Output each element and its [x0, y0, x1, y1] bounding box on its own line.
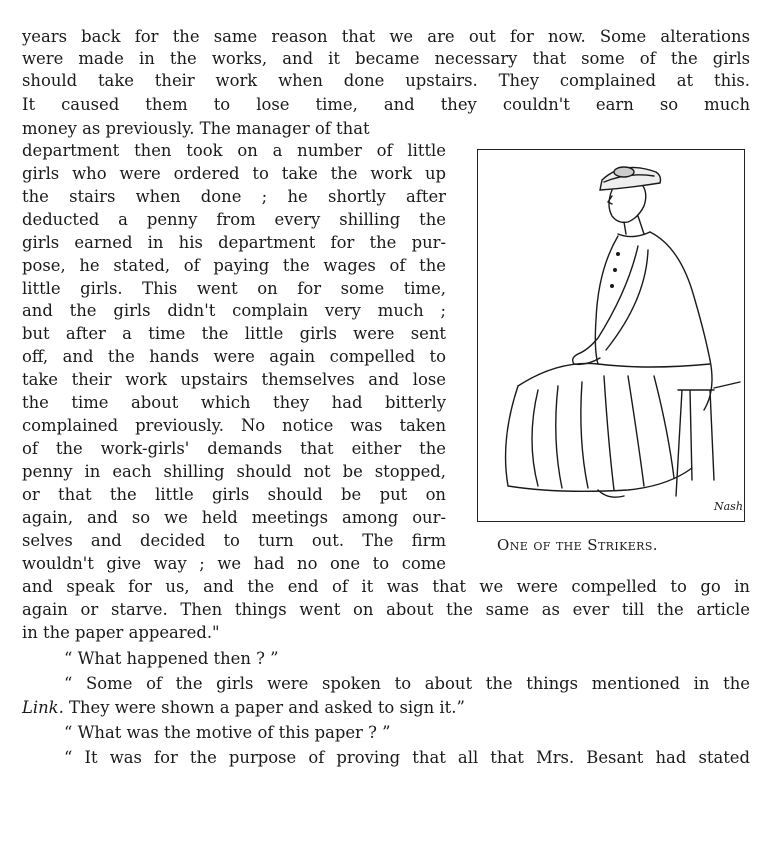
text-line-content: and speak for us, and the end of it was that we were compelled to go in [22, 577, 750, 596]
text-line [22, 576, 750, 598]
text-line-content: were made in the works, and it became necessary that some of the girls [22, 49, 750, 68]
text-line [22, 369, 446, 391]
text-line [22, 232, 446, 254]
text-line-content: department then took on a number of little [22, 141, 446, 160]
striker-illustration [478, 150, 744, 521]
text-line-content: pose, he stated, of paying the wages of the [22, 256, 446, 275]
text-line-content: should take their work when done upstairs. They complained at this. [22, 71, 750, 90]
text-line-content: It caused them to lose time, and they couldn't earn so much [22, 95, 750, 114]
text-line [22, 278, 446, 300]
text-line [22, 70, 750, 92]
text-line-content: “ It was for the purpose of proving that all that Mrs. Besant had stated [64, 748, 750, 767]
text-line [22, 622, 750, 644]
text-line [22, 300, 446, 322]
text-line-content: girls who were ordered to take the work up [22, 164, 446, 183]
text-line [22, 118, 446, 140]
text-line-content: the time about which they had bitterly [22, 393, 446, 412]
text-line-content: or that the little girls should be put on [22, 485, 446, 504]
text-line-content: the stairs when done ; he shortly after [22, 187, 446, 206]
text-line [22, 392, 446, 414]
text-line-content: little girls. This went on for some time, [22, 279, 446, 298]
text-line [22, 140, 446, 162]
text-line [22, 438, 446, 460]
text-line [22, 507, 446, 529]
text-line [22, 530, 446, 552]
text-line-content: penny in each shilling should not be stopped, [22, 462, 446, 481]
text-line-content: deducted a penny from every shilling the [22, 210, 446, 229]
text-line [22, 461, 446, 483]
text-line-content: wouldn't give way ; we had no one to come [22, 554, 446, 573]
text-line-content: again or starve. Then things went on about the same as ever till the article [22, 600, 750, 619]
text-line [22, 48, 750, 70]
text-line [22, 255, 446, 277]
text-line-content: selves and decided to turn out. The firm [22, 531, 446, 550]
text-line [22, 94, 750, 116]
publication-name: Link. [22, 698, 70, 717]
text-line [64, 722, 750, 744]
illustrator-signature: Nash [714, 500, 743, 513]
text-line-content: “ What was the motive of this paper ? ” [64, 723, 391, 742]
text-line-content: in the paper appeared." [22, 623, 220, 642]
text-line [22, 484, 446, 506]
text-line-content: “ Some of the girls were spoken to about the things mentioned in the [64, 674, 750, 693]
text-line-content: years back for the same reason that we are out for now. Some alterations [22, 27, 750, 46]
text-line-content: take their work upstairs themselves and lose [22, 370, 446, 389]
text-line [22, 26, 750, 48]
text-line [22, 415, 446, 437]
text-line-content: money as previously. The manager of that [22, 119, 370, 138]
text-line-content: They were shown a paper and asked to sign it.” [69, 698, 465, 717]
text-line-content: complained previously. No notice was taken [22, 416, 446, 435]
text-line [22, 323, 446, 345]
text-line [22, 163, 446, 185]
text-line [64, 747, 750, 769]
text-line-content: girls earned in his department for the pur- [22, 233, 446, 252]
text-line-content: “ What happened then ? ” [64, 649, 279, 668]
text-line-content: and the girls didn't complain very much ; [22, 301, 446, 320]
text-line-content: again, and so we held meetings among our- [22, 508, 446, 527]
text-line [64, 673, 750, 695]
figure-caption: One of the Strikers. [497, 536, 658, 554]
text-line [22, 553, 446, 575]
text-line-content: off, and the hands were again compelled to [22, 347, 446, 366]
text-line [22, 697, 750, 719]
text-line [22, 346, 446, 368]
text-line-content: of the work-girls' demands that either the [22, 439, 446, 458]
text-line [64, 648, 750, 670]
text-line [22, 599, 750, 621]
text-line [22, 209, 446, 231]
text-line-content: but after a time the little girls were sent [22, 324, 446, 343]
text-line [22, 186, 446, 208]
illustration-frame [477, 149, 745, 522]
